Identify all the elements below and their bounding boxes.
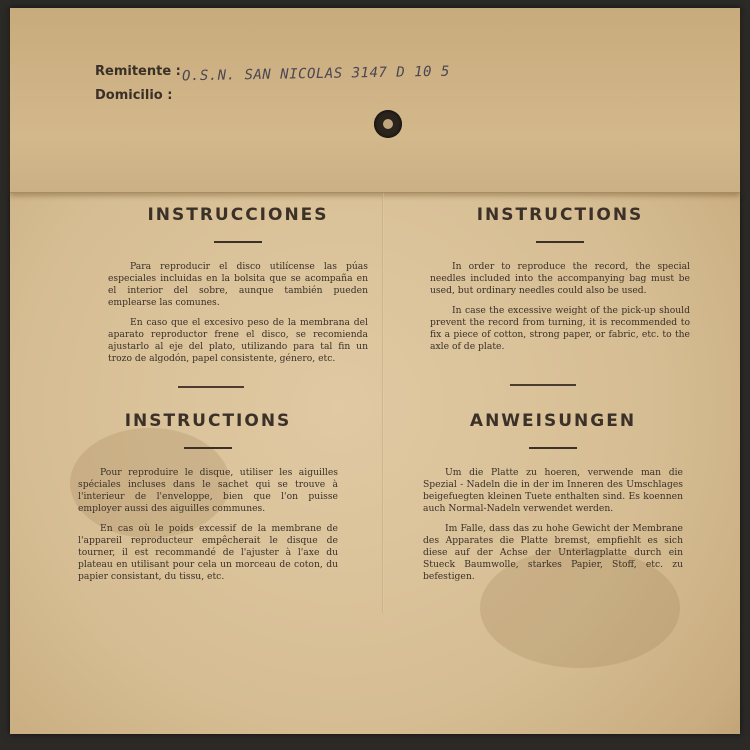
section-title: INSTRUCTIONS — [476, 205, 644, 225]
instructions-french — [78, 411, 338, 591]
address-label: Domicilio : — [95, 88, 173, 103]
title-rule — [529, 447, 577, 449]
record-sleeve-back — [10, 8, 740, 734]
section-paragraph: In order to reproduce the record, the special needles included into the accompanying bag must be used, but ordinary needles could also be used. — [430, 261, 690, 296]
section-paragraph: En caso que el excesivo peso de la membrana del aparato reproductor frene el disco, se recomienda ajustarlo al eje del plato, utilizando para tal fin un trozo de algodón, papel consistente, género, etc. — [108, 317, 368, 364]
instructions-english — [430, 205, 690, 361]
title-rule — [536, 241, 584, 243]
instructions-german — [423, 411, 683, 591]
center-fold — [382, 193, 384, 613]
section-paragraph: Um die Platte zu hoeren, verwende man die Spezial - Nadeln die in der im Inneren des Umschlages beigefuegten kleinen Tuete enthalten sind. Es koennen auch Normal-Nadeln verwendet werden. — [423, 467, 683, 514]
section-title: INSTRUCCIONES — [147, 205, 329, 225]
section-paragraph: En cas où le poids excessif de la membrane de l'appareil reproducteur empêcherait le disque de tourner, il est recommandé de l'ajuster à l'axe du plateau en utilisant pour cela un morceau de coton, du papier consistant, du tissu, etc. — [78, 523, 338, 582]
instructions-spanish — [108, 205, 368, 373]
sender-label: Remitente : — [95, 64, 181, 79]
sender-handwritten-address: O.S.N. SAN NICOLAS 3147 D 10 5 — [181, 63, 450, 85]
section-paragraph: Im Falle, dass das zu hohe Gewicht der Membrane des Apparates die Platte bremst, empfiehlt es sich diese auf der Achse der Unterlagplatte durch ein Stueck Baumwolle, starkes Papier, Stoff, etc. zu befestigen. — [423, 523, 683, 582]
section-divider — [510, 384, 576, 386]
section-paragraph: Para reproducir el disco utilícense las púas especiales incluidas en la bolsita que se acompaña en el interior del sobre, aunque también pueden emplearse las comunes. — [108, 261, 368, 308]
title-rule — [184, 447, 232, 449]
section-paragraph: In case the excessive weight of the pick-up should prevent the record from turning, it is recommended to fix a piece of cotton, strong paper, or fabric, etc. to the axle of de plate. — [430, 305, 690, 352]
section-title: INSTRUCTIONS — [124, 411, 292, 431]
section-paragraph: Pour reproduire le disque, utiliser les aiguilles spéciales incluses dans le sachet qui se trouve à l'interieur de l'enveloppe, bien que l'on puisse employer aussi des aiguilles communes. — [78, 467, 338, 514]
section-divider — [178, 386, 244, 388]
section-title: ANWEISUNGEN — [469, 411, 637, 431]
title-rule — [214, 241, 262, 243]
center-hole — [374, 110, 402, 138]
